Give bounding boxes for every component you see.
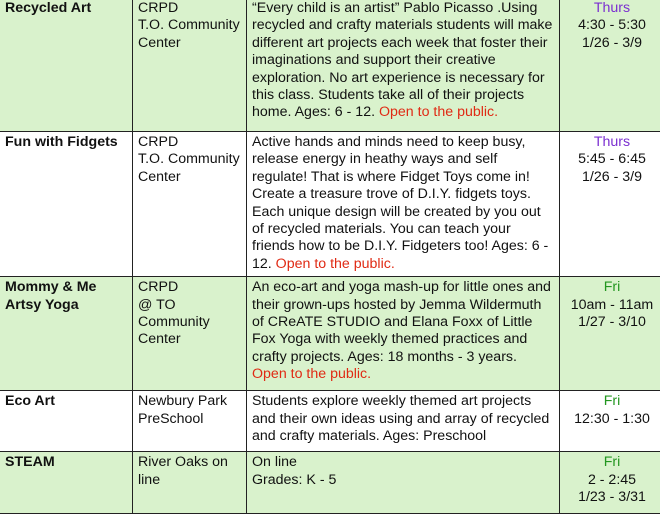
location-line: T.O. Community [138,17,240,34]
class-dates: 1/26 - 3/9 [582,34,642,51]
location-line: PreSchool [138,410,204,427]
description-cell [247,452,560,514]
class-title: Mommy & Me Artsy Yoga [5,279,97,313]
class-title: Fun with Fidgets [5,134,118,150]
location-line: T.O. Community [138,151,240,168]
class-title-cell [0,132,133,277]
class-time: 12:30 - 1:30 [574,410,650,427]
class-description: “Every child is an artist” Pablo Picasso .Using recycled and crafty materials students will make different art projects each week that foster their imaginations and support their creative exploration. No art experience is necessary for this class. Students take all of their projects home. Ages: 6 - 12. [252,0,553,121]
table-row [0,391,660,452]
class-title-cell [0,391,133,452]
class-day: Thurs [593,0,631,16]
class-description: Students explore weekly themed art projects and their own ideas using and array of recycled and crafty materials. Ages: Preschool [252,393,550,445]
location-line: CRPD [138,279,179,296]
location-line: Center [138,331,181,348]
class-time: 4:30 - 5:30 [578,17,646,34]
location-line: CRPD [138,0,179,16]
table-row [0,0,660,132]
class-dates: 1/23 - 3/31 [578,489,646,506]
description-cell [247,391,560,452]
location-line: Community [138,314,210,331]
open-to-public-note: Open to the public. [252,366,372,383]
location-cell [133,452,247,514]
class-day: Fri [603,393,621,410]
table-row [0,452,660,514]
location-cell [133,0,247,132]
class-dates: 1/26 - 3/9 [582,168,642,185]
class-description: Active hands and minds need to keep busy, release energy in heathy ways and self regulate! That is where Fidget Toys come in! Create a treasure trove of D.I.Y. fidgets toys. Each unique design will be created by you out of recycled materials. You can teach your friends how to be D.I.Y. Fidgeters too! Ages: 6 - 12. [252,134,549,272]
class-description-line: Grades: K - 5 [252,471,337,488]
class-description: An eco-art and yoga mash-up for little ones and their grown-ups hosted by Jemma Wildermuth of CReATE STUDIO and Elana Foxx of Little Fox Yoga with weekly themed practices and crafty projects. Ages: 18 months - 3 years. [252,279,551,365]
location-line: Center [138,168,181,185]
location-line: River Oaks on [138,454,228,471]
open-to-public-note: Open to the public. [275,255,395,272]
schedule-cell [560,452,660,514]
schedule-cell [560,0,660,132]
description-cell [247,0,560,132]
class-time: 10am - 11am [570,296,654,313]
class-title: STEAM [5,454,55,471]
class-title: Eco Art [5,393,55,410]
description-cell [247,277,560,391]
class-day: Thurs [593,134,631,150]
class-title-cell [0,0,133,132]
location-cell [133,132,247,277]
location-line: line [138,471,161,488]
location-line: Newbury Park [138,393,228,410]
location-line: Center [138,34,181,51]
location-cell [133,277,247,391]
class-title: Recycled Art [5,0,92,16]
class-title-cell [0,277,133,391]
table-row [0,277,660,391]
class-description-line: On line [252,454,297,471]
schedule-cell [560,132,660,277]
location-cell [133,391,247,452]
location-line: CRPD [138,134,179,150]
location-line: @ TO [138,296,176,313]
class-day: Fri [603,279,621,296]
class-day: Fri [603,454,621,471]
open-to-public-note: Open to the public. [378,104,499,121]
schedule-cell [560,277,660,391]
schedule-cell [560,391,660,452]
description-cell [247,132,560,277]
class-time: 2 - 2:45 [587,471,637,488]
class-title-cell [0,452,133,514]
class-time: 5:45 - 6:45 [578,151,646,168]
class-dates: 1/27 - 3/10 [578,314,646,331]
table-row [0,132,660,277]
